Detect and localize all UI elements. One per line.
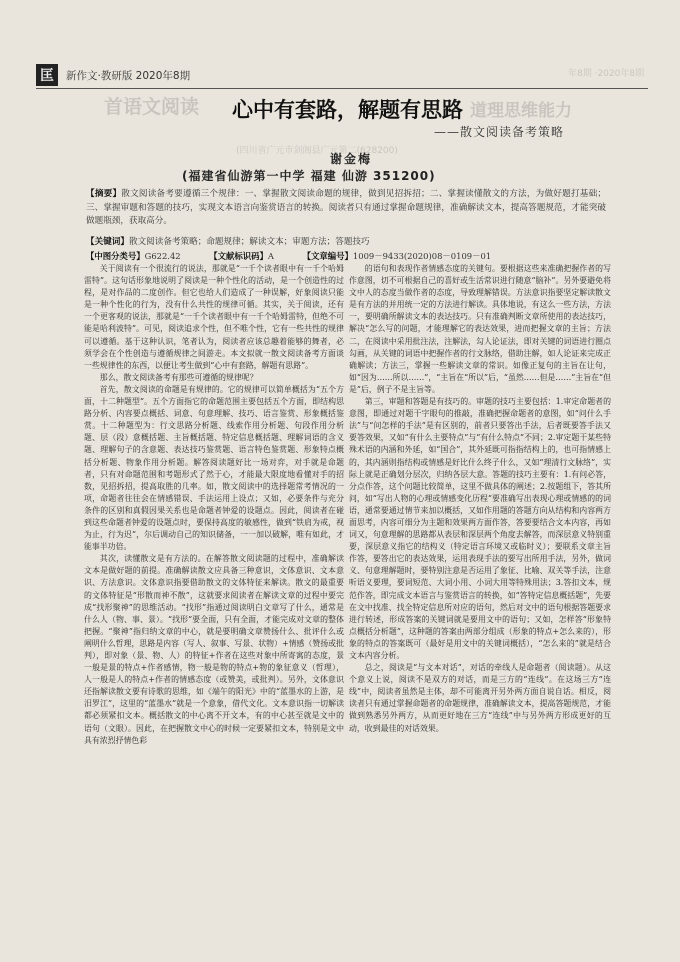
classification-meta <box>86 250 616 262</box>
article-number-value: 1009－9433(2020)08－0109－01 <box>352 251 492 261</box>
body-paragraph: 第三，审题和答题是有技巧的。审题的技巧主要包括：1.审定命题者的意图，即通过对题干字眼句的推敲，准确把握命题者的意图，如“问什么手法”与“问怎样的手法”是有区别的，前者只要答出手法，后者既要答手法又要答效果，又如“有什么主要特点”与“有什么特点”不同；2.审定题干某些特殊术语的内涵和外延，如“国合”，其外延既可指指结构上的，也可指情感上的，其内涵则指结构或情感是好比什么终子什么，又如“理清行文脉络”，实际上就是正确划分层次，归纳各层大意。答题的技巧主要有：1.有问必答，分点作答，这个问题比较简单，这里不做具体的阐述；2.按题组下，答其所问，如“写出人物的心理或情感变化历程”要准确写出表现心理或情感的的词语，通常要通过情节来加以概括，又如作用题的答题方向从结构和内容两方面思考，内容可细分为主题和效果两方面作答，答要要结合文本内容，再如词又，句意理解的思路都从表层和深层两个角度去解答，而深层意义特别重要，深层意义指它的结构义（特定语言环境又或临时义）；要联系文章主旨作答，要答出它的表达效果，运用表现手法的要写出所用手法，另外，做词义、句意理解题时，要特别注意是否运用了象征、比喻、双关等手法，注意听语义要理，要词短范、大词小用、小词大用等特殊用法；3.答扣文本，规范作答，即完成文本语言与鉴赏语言的转换，如“答特定信息概括题”，先要在文中找准、找全特定信息所对应的语句，然后对文中的语句根据答题要求进行转述，形成答案的关键词就是要用文中的语句；又如，怎样答“形象特点概括分析题”，这种题的答案由两部分组成（形象的特点+怎么来的），形象的特点的答案既可（最好是用文中的关键词概括），“怎么来的”就是结合文本内容分析。 <box>349 397 611 660</box>
article-title: 心中有套路，解题有思路 <box>232 98 463 122</box>
keywords <box>86 236 606 249</box>
keywords-label: 【关键词】 <box>86 237 129 247</box>
clc-value: G622.42 <box>144 251 181 261</box>
article-subtitle: ——散文阅读备考策略 <box>434 125 565 139</box>
journal-name: 新作文·教研版 2020年8期 <box>66 70 191 82</box>
author-affiliation: (福建省仙游第一中学 福建 仙游 351200) <box>182 169 436 183</box>
article-author: 谢金梅 <box>330 152 373 166</box>
body-paragraph: 的语句和表现作者情感态度的关键句。要根据这些来准确把握作者的写作意图，切不可根据自己的喜好或生活常识进行随意“脑补”。另外要避免将文中人的态度当做作者的态度，导致理解错误。方法意识指要坚定解读散文是有方法的并用统一定的方法进行解读。具体地说，有这么一些方法，方法一，要明确所解读文本的表达技巧。只有准确判断文章所使用的表达技巧，解决“怎么写的问题，才能理解它的表达效果，进而把握文章的主旨；方法二，在阅读中采用批注法，注解法，勾人论证法，即对关键的词语进行圈点勾画，从关键的词语中把握作者的行文脉络，借助注解，如人论证来完成正确解读；方法三，掌握一些解读文章的常识。如像正复句的主旨在让句，如“因为……所以……”，“主旨在“所以”后，“虽然……但是……”主旨在“但是”后，例子不是主旨等。 <box>349 264 611 394</box>
body-column-right <box>349 263 611 853</box>
body-paragraph: 那么，散文阅读备考有那些可遵循的规律呢？ <box>99 372 258 382</box>
abstract-label: 【摘要】 <box>86 189 122 199</box>
doc-code-value: A <box>267 251 274 261</box>
ghost-subtitle-mirror: (四川省广元市剑阁县广元第二(628200) <box>236 146 398 156</box>
body-paragraph: 总之，阅读是“与文本对话”，对话的牵线人是命题者（阅读题）。从这个意义上说，阅读不是双方的对话，而是三方的“连线”。在这场三方“连线”中，阅读者虽然是主体，却不可能离开另外两方面自说自话。相反，阅读者只有通过掌握命题者的命题规律，准确解读文本，提高答题规范，才能做到熟悉另外两方，从而更好地在三方“连线”中与另外两方形成更好的互动，收到最佳的对话效果。 <box>349 663 611 733</box>
ghost-top-right: 年8期 ·2020年8期 <box>568 69 645 79</box>
doc-code-label: 【文献标识码】 <box>209 251 268 261</box>
abstract <box>86 188 606 229</box>
body-column-left <box>84 263 344 853</box>
article-number-label: 【文章编号】 <box>302 251 353 261</box>
journal-logo-icon: 匡 <box>36 64 58 86</box>
body-paragraph: 关于阅读有一个很流行的说法，那就是“一千个读者眼中有一千个哈姆雷特”。这句话形象地说明了阅读是一种个性化的活动，是一个创造性的过程，是对作品的二度创作。但它也给人们造成了一种误解，好象阅读只能是一种个性化的行为，没有什么共性的规律可循。其实，关于阅读，还有一个更客观的说法，那就是“一千个读者眼中有一千个哈姆雷特，但绝不可能是哈利波特”。可见，阅读追求个性，但不唯个性，它有一些共性的规律可以遵循。基于这种认识，笔者认为，阅读者应该总趣着能够的舞者，必须学会在个性创造与遵循规律之间游走。本文拟就一散文阅读备考方面谈一些规律性的东西，以便让考生做到“心中有套路，解题有思路”。 <box>84 264 344 370</box>
header-divider <box>36 88 648 89</box>
body-paragraph: 首先，散文阅读的命题是有规律的。它的规律可以简单概括为“五个方面，十二种题型”。五个方面指它的命题范围主要包括五个方面，即结构思路分析、内容要点概括、词意、句意理解、技巧、语言鉴赏、形象概括鉴赏。十二种题型为：行文思路分析题、线索作用分析题、句段作用分析题、层（段）意概括题、主旨概括题、特定信息概括题、理解词语的含义题、理解句子的含意题、表达技巧鉴赏题、语言特色鉴赏题、形象特点概括分析题、物象作用分析题。解答阅读题好比一场对弈，对手就是命题者，只有对命题范围和考题形式了然于心，才能最大限度地看懂对手的招数，见招拆招，提高取胜的几率。如，散文阅读中的选择题常考情况的一项，命题者往往会在情感错误、手法运用上设点；又如，必要条件与充分条件的区别和真假因果关系也是命题者钟爱的设题点。因此，阅读者在碰到这些命题者钟爱的设题点时，要保持高度的敏感性，做到“铁肩为戒，视为止，行为迟”，尔后调动自己的知识储备，一一加以破解，唯有如此，才能事半功倍。 <box>84 384 344 552</box>
clc-label: 【中图分类号】 <box>86 251 145 261</box>
running-header <box>36 64 648 86</box>
keywords-text: 散文阅读备考策略；命题规律；解读文本；审题方法；答题技巧 <box>128 237 370 247</box>
body-paragraph: 其次，读懂散文是有方法的。在解答散文阅读题的过程中，准确解读文本是做好题的前提。准确解读散文应具备三种意识，文体意识、文本意识、方法意识。文体意识指要借助散文的文体特征来解读。散文的最重要的文体特征是“形散而神不散”，这就要求阅读者在解读文章的过程中要完成“找形聚神”的思维活动。“找形”指通过阅读明白文章写了什么，通常是什么人（物、事、景）。“找形”要全面，只有全面，才能完成对文章的整体把握。“聚神”指归纳文章的中心，就是要明确文章赞扬什么、批评什么或阐明什么哲理，思路是内容（写人、叙事、写景、状物）+情感（赞扬或批判），即对象（景、物、人）的特征+作者在这些对象中所寄寓的态度，景一般是景的特点+作者感情，物一般是物的特点+物的象征意义（哲理），人一般是人的特点+作者的情感态度（或赞美，或批判）。另外，文体意识还指解读散文要有诗歌的思维，如《端午的阳光》中的“蓝墨水的上游，是汨罗江”，这里的“蓝墨水”就是一个意象，借代文化。文本意识指一切解读都必须紧扣文本。概括散文的中心离不开文本，有的中心甚至就是文中的语句（文眼）。因此，在把握散文中心的时候一定要紧扣文本，特别是文中具有浓烈抒情色彩 <box>84 554 344 745</box>
ghost-band-left: 首语文阅读 <box>104 96 200 118</box>
abstract-text: 散文阅读备考要遵循三个规律：一、掌握散文阅读命题的规律，做到见招拆招；二、掌握读懂散文的方法，为做好题打基础；三、掌握审题和答题的技巧，实现文本语言向鉴赏语言的转换。阅读者只有通过掌握命题规律，准确解读文本，提高答题规范，才能突破做题瓶颈，获取高分。 <box>86 189 606 226</box>
ghost-band-right: 道理思维能力 <box>470 101 572 121</box>
